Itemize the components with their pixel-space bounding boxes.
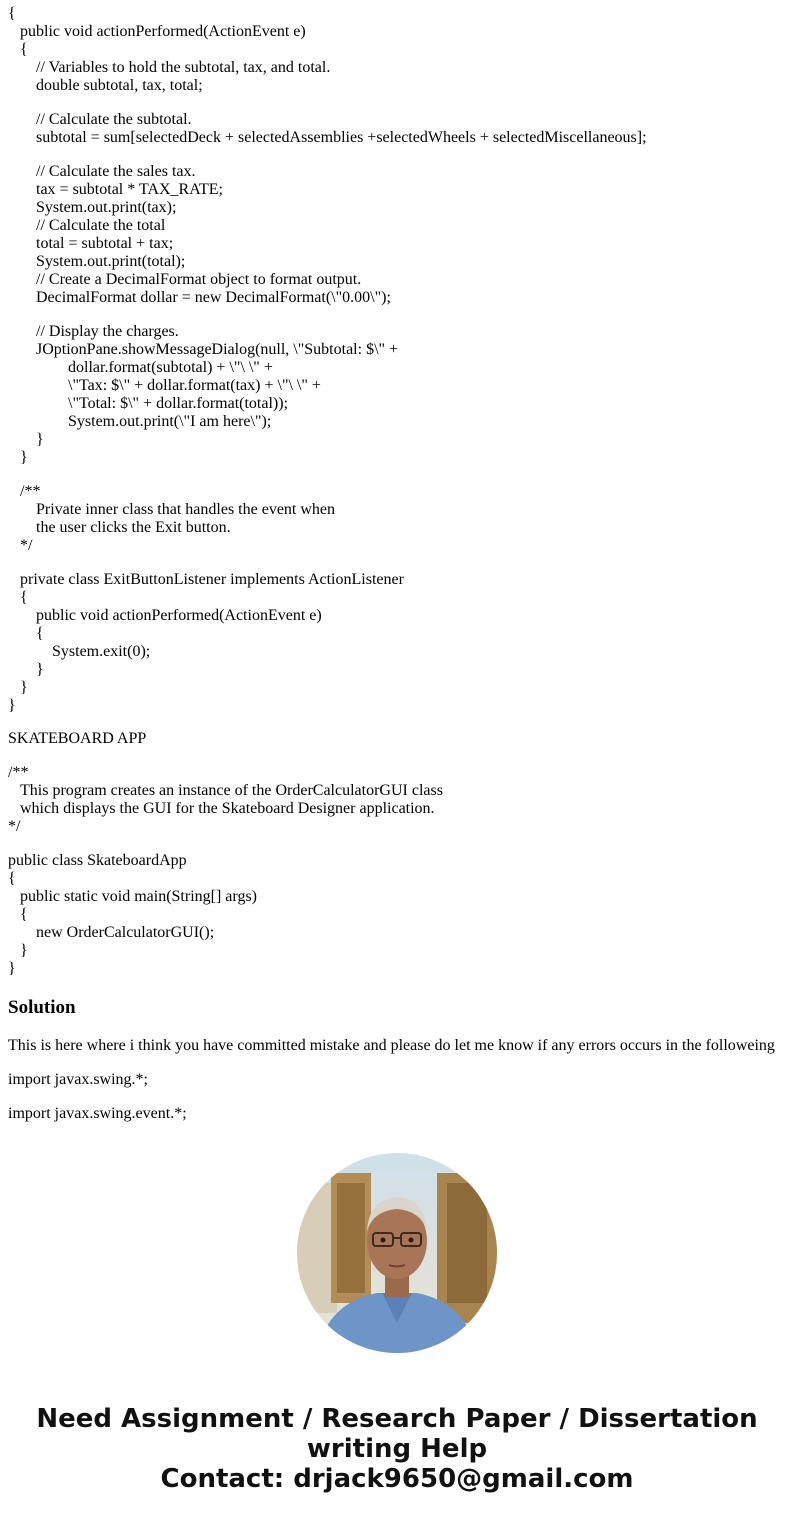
code-line: } — [20, 679, 28, 696]
code-line: new OrderCalculatorGUI(); — [36, 924, 215, 941]
code-line: /** — [20, 483, 41, 500]
code-line: { — [20, 41, 28, 58]
section-label: SKATEBOARD APP — [8, 730, 147, 747]
code-line: /** — [8, 764, 29, 781]
code-line: public static void main(String[] args) — [20, 888, 257, 905]
code-line: double subtotal, tax, total; — [36, 77, 203, 94]
code-line: // Create a DecimalFormat object to format output. — [36, 271, 362, 288]
code-line: */ — [20, 537, 33, 554]
code-line: This program creates an instance of the OrderCalculatorGUI class — [20, 782, 443, 799]
code-line: private class ExitButtonListener implements ActionListener — [20, 571, 404, 588]
code-line: } — [20, 942, 28, 959]
code-line: \"Total: $\" + dollar.format(total)); — [68, 395, 289, 412]
import-line: import javax.swing.event.*; — [8, 1105, 187, 1122]
code-line: DecimalFormat dollar = new DecimalFormat(\"0.00\"); — [36, 289, 391, 306]
code-line: System.out.print(\"I am here\"); — [68, 413, 272, 430]
code-line: { — [8, 870, 16, 887]
code-line: // Calculate the subtotal. — [36, 111, 192, 128]
code-line: { — [36, 625, 44, 642]
code-line: { — [20, 906, 28, 923]
code-block-skateboard-app — [8, 764, 788, 978]
code-block-order-calculator — [8, 5, 788, 715]
promo-line: Need Assignment / Research Paper / Dissertation — [36, 1404, 758, 1434]
code-line: } — [8, 697, 16, 714]
code-line: public void actionPerformed(ActionEvent e) — [36, 607, 322, 624]
code-line: public void actionPerformed(ActionEvent e) — [20, 23, 306, 40]
code-line: total = subtotal + tax; — [36, 235, 174, 252]
code-line: } — [36, 661, 44, 678]
code-line: // Display the charges. — [36, 323, 179, 340]
code-line: the user clicks the Exit button. — [36, 519, 231, 536]
code-line: // Variables to hold the subtotal, tax, and total. — [36, 59, 331, 76]
promo-contact: Contact: drjack9650@gmail.com — [160, 1464, 634, 1494]
solution-heading: Solution — [8, 997, 76, 1018]
code-line: Private inner class that handles the event when — [36, 501, 336, 518]
code-line: which displays the GUI for the Skateboard Designer application. — [20, 800, 435, 817]
code-line: JOptionPane.showMessageDialog(null, \"Subtotal: $\" + — [36, 341, 399, 358]
author-photo-illustration — [297, 1153, 497, 1353]
code-line: } — [20, 449, 28, 466]
author-photo — [297, 1153, 497, 1353]
code-line: dollar.format(subtotal) + \"\ \" + — [68, 359, 273, 376]
code-line: { — [20, 589, 28, 606]
solution-text: This is here where i think you have committed mistake and please do let me know if any errors occurs in the followeing — [8, 1037, 775, 1054]
code-line: subtotal = sum[selectedDeck + selectedAssemblies +selectedWheels + selectedMiscellaneous]; — [36, 129, 647, 146]
code-line: tax = subtotal * TAX_RATE; — [36, 181, 223, 198]
promo-banner — [0, 1404, 794, 1494]
code-line: System.out.print(tax); — [36, 199, 177, 216]
code-line: System.out.print(total); — [36, 253, 186, 270]
import-line: import javax.swing.*; — [8, 1071, 148, 1088]
code-line: \"Tax: $\" + dollar.format(tax) + \"\ \" + — [68, 377, 321, 394]
code-line: { — [8, 5, 16, 22]
code-line: } — [8, 960, 16, 977]
code-line: // Calculate the total — [36, 217, 166, 234]
code-line: System.exit(0); — [52, 643, 151, 660]
promo-line: writing Help — [306, 1434, 488, 1464]
code-line: // Calculate the sales tax. — [36, 163, 196, 180]
code-line: */ — [8, 818, 21, 835]
code-line: public class SkateboardApp — [8, 852, 187, 869]
code-line: } — [36, 431, 44, 448]
